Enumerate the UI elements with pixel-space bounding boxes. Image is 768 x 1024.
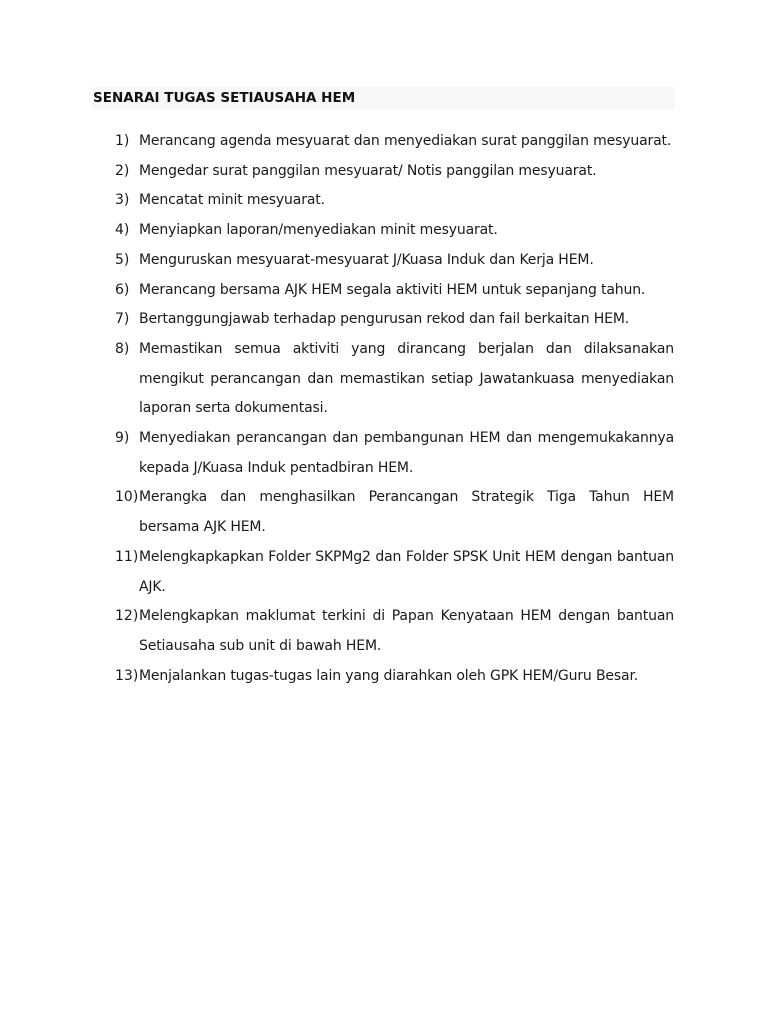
task-item xyxy=(0,335,768,424)
task-item xyxy=(0,186,768,216)
task-item xyxy=(0,127,768,157)
task-text: Merancang agenda mesyuarat dan menyediakan surat panggilan mesyuarat. xyxy=(139,133,672,149)
task-number: 2) xyxy=(115,162,130,179)
task-item xyxy=(0,305,768,335)
task-text: Memastikan semua aktiviti yang dirancang berjalan dan dilaksanakan mengikut perancangan dan memastikan setiap Jawatankuasa menyediakan laporan serta dokumentasi. xyxy=(139,340,674,417)
task-item xyxy=(0,424,768,483)
task-text: Merangka dan menghasilkan Perancangan Strategik Tiga Tahun HEM bersama AJK HEM. xyxy=(139,489,674,536)
task-number: 5) xyxy=(115,251,130,268)
task-item xyxy=(0,602,768,661)
task-item xyxy=(0,157,768,187)
task-number: 8) xyxy=(115,340,130,357)
task-item xyxy=(0,543,768,602)
task-text: Melengkapkan maklumat terkini di Papan Kenyataan HEM dengan bantuan Setiausaha sub unit di bawah HEM. xyxy=(139,608,674,654)
task-text: Menyiapkan laporan/menyediakan minit mesyuarat. xyxy=(139,222,498,239)
task-number: 9) xyxy=(115,430,130,447)
task-number: 11) xyxy=(115,548,139,565)
task-text: Menyediakan perancangan dan pembangunan HEM dan mengemukakannya kepada J/Kuasa Induk pentadbiran HEM. xyxy=(139,430,674,476)
task-item xyxy=(0,662,768,692)
task-list xyxy=(0,127,768,691)
task-number: 1) xyxy=(115,133,130,149)
document-title: SENARAI TUGAS SETIAUSAHA HEM xyxy=(93,90,356,106)
task-text: Merancang bersama AJK HEM segala aktiviti HEM untuk sepanjang tahun. xyxy=(139,281,646,298)
task-text: Menguruskan mesyuarat-mesyuarat J/Kuasa Induk dan Kerja HEM. xyxy=(139,251,594,268)
task-item xyxy=(0,483,768,542)
task-number: 10) xyxy=(115,489,139,506)
task-number: 3) xyxy=(115,192,130,209)
task-number: 6) xyxy=(115,281,130,298)
task-text: Melengkapkapkan Folder SKPMg2 dan Folder SPSK Unit HEM dengan bantuan AJK. xyxy=(139,548,674,595)
task-text: Mengedar surat panggilan mesyuarat/ Notis panggilan mesyuarat. xyxy=(139,162,597,179)
task-item xyxy=(0,276,768,306)
task-number: 12) xyxy=(115,608,139,625)
task-item xyxy=(0,216,768,246)
task-number: 13) xyxy=(115,667,139,684)
task-text: Mencatat minit mesyuarat. xyxy=(139,192,325,209)
task-text: Bertanggungjawab terhadap pengurusan rekod dan fail berkaitan HEM. xyxy=(139,311,630,328)
task-number: 7) xyxy=(115,311,130,328)
task-item xyxy=(0,246,768,276)
task-text: Menjalankan tugas-tugas lain yang diarahkan oleh GPK HEM/Guru Besar. xyxy=(139,667,639,684)
task-number: 4) xyxy=(115,222,130,239)
